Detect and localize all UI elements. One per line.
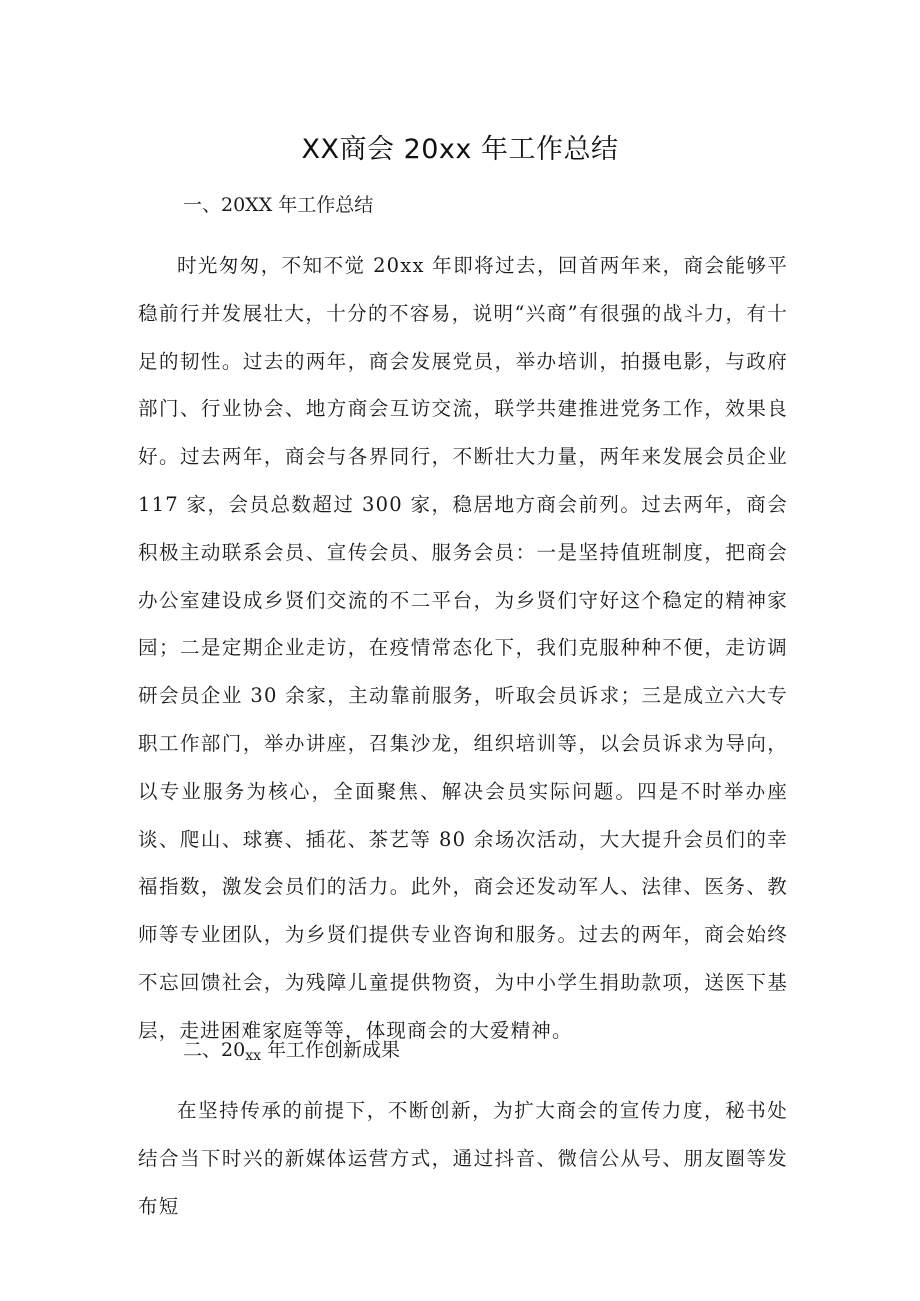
section-heading-2-suffix: 年工作创新成果 bbox=[260, 1039, 401, 1061]
section-heading-1: 一、20XX 年工作总结 bbox=[183, 194, 374, 216]
section-heading-2-prefix: 二、20 bbox=[183, 1039, 246, 1061]
section-heading-2 bbox=[183, 1035, 400, 1067]
section-heading-2-subscript: xx bbox=[245, 1048, 261, 1064]
page-title: XX商会 20xx 年工作总结 bbox=[301, 134, 619, 165]
section-paragraph-2: 在坚持传承的前提下，不断创新，为扩大商会的宣传力度，秘书处结合当下时兴的新媒体运营方式，通过抖音、微信公从号、朋友圈等发布短 bbox=[138, 1099, 788, 1218]
section-paragraph-1: 时光匆匆，不知不觉 20xx 年即将过去，回首两年来，商会能够平稳前行并发展壮大，十分的不容易，说明“兴商”有很强的战斗力，有十足的韧性。过去的两年，商会发展党员，举办培训，拍摄电影，与政府部门、行业协会、地方商会互访交流，联学共建推进党务工作，效果良好。过去两年，商会与各界同行，不断壮大力量，两年来发展会员企业 117 家，会员总数超过 300 家，稳居地方商会前列。过去两年，商会积极主动联系会员、宣传会员、服务会员：一是坚持值班制度，把商会办公室建设成乡贤们交流的不二平台，为乡贤们守好这个稳定的精神家园；二是定期企业走访，在疫情常态化下，我们克服种种不便，走访调研会员企业 30 余家，主动靠前服务，听取会员诉求；三是成立六大专职工作部门，举办讲座，召集沙龙，组织培训等，以会员诉求为导向，以专业服务为核心，全面聚焦、解决会员实际问题。四是不时举办座谈、爬山、球赛、插花、茶艺等 80 余场次活动，大大提升会员们的幸福指数，激发会员们的活力。此外，商会还发动军人、法律、医务、教师等专业团队，为乡贤们提供专业咨询和服务。过去的两年，商会始终不忘回馈社会，为残障儿童提供物资，为中小学生捐助款项，送医下基层，走进困难家庭等等，体现商会的大爱精神。 bbox=[138, 254, 788, 1042]
